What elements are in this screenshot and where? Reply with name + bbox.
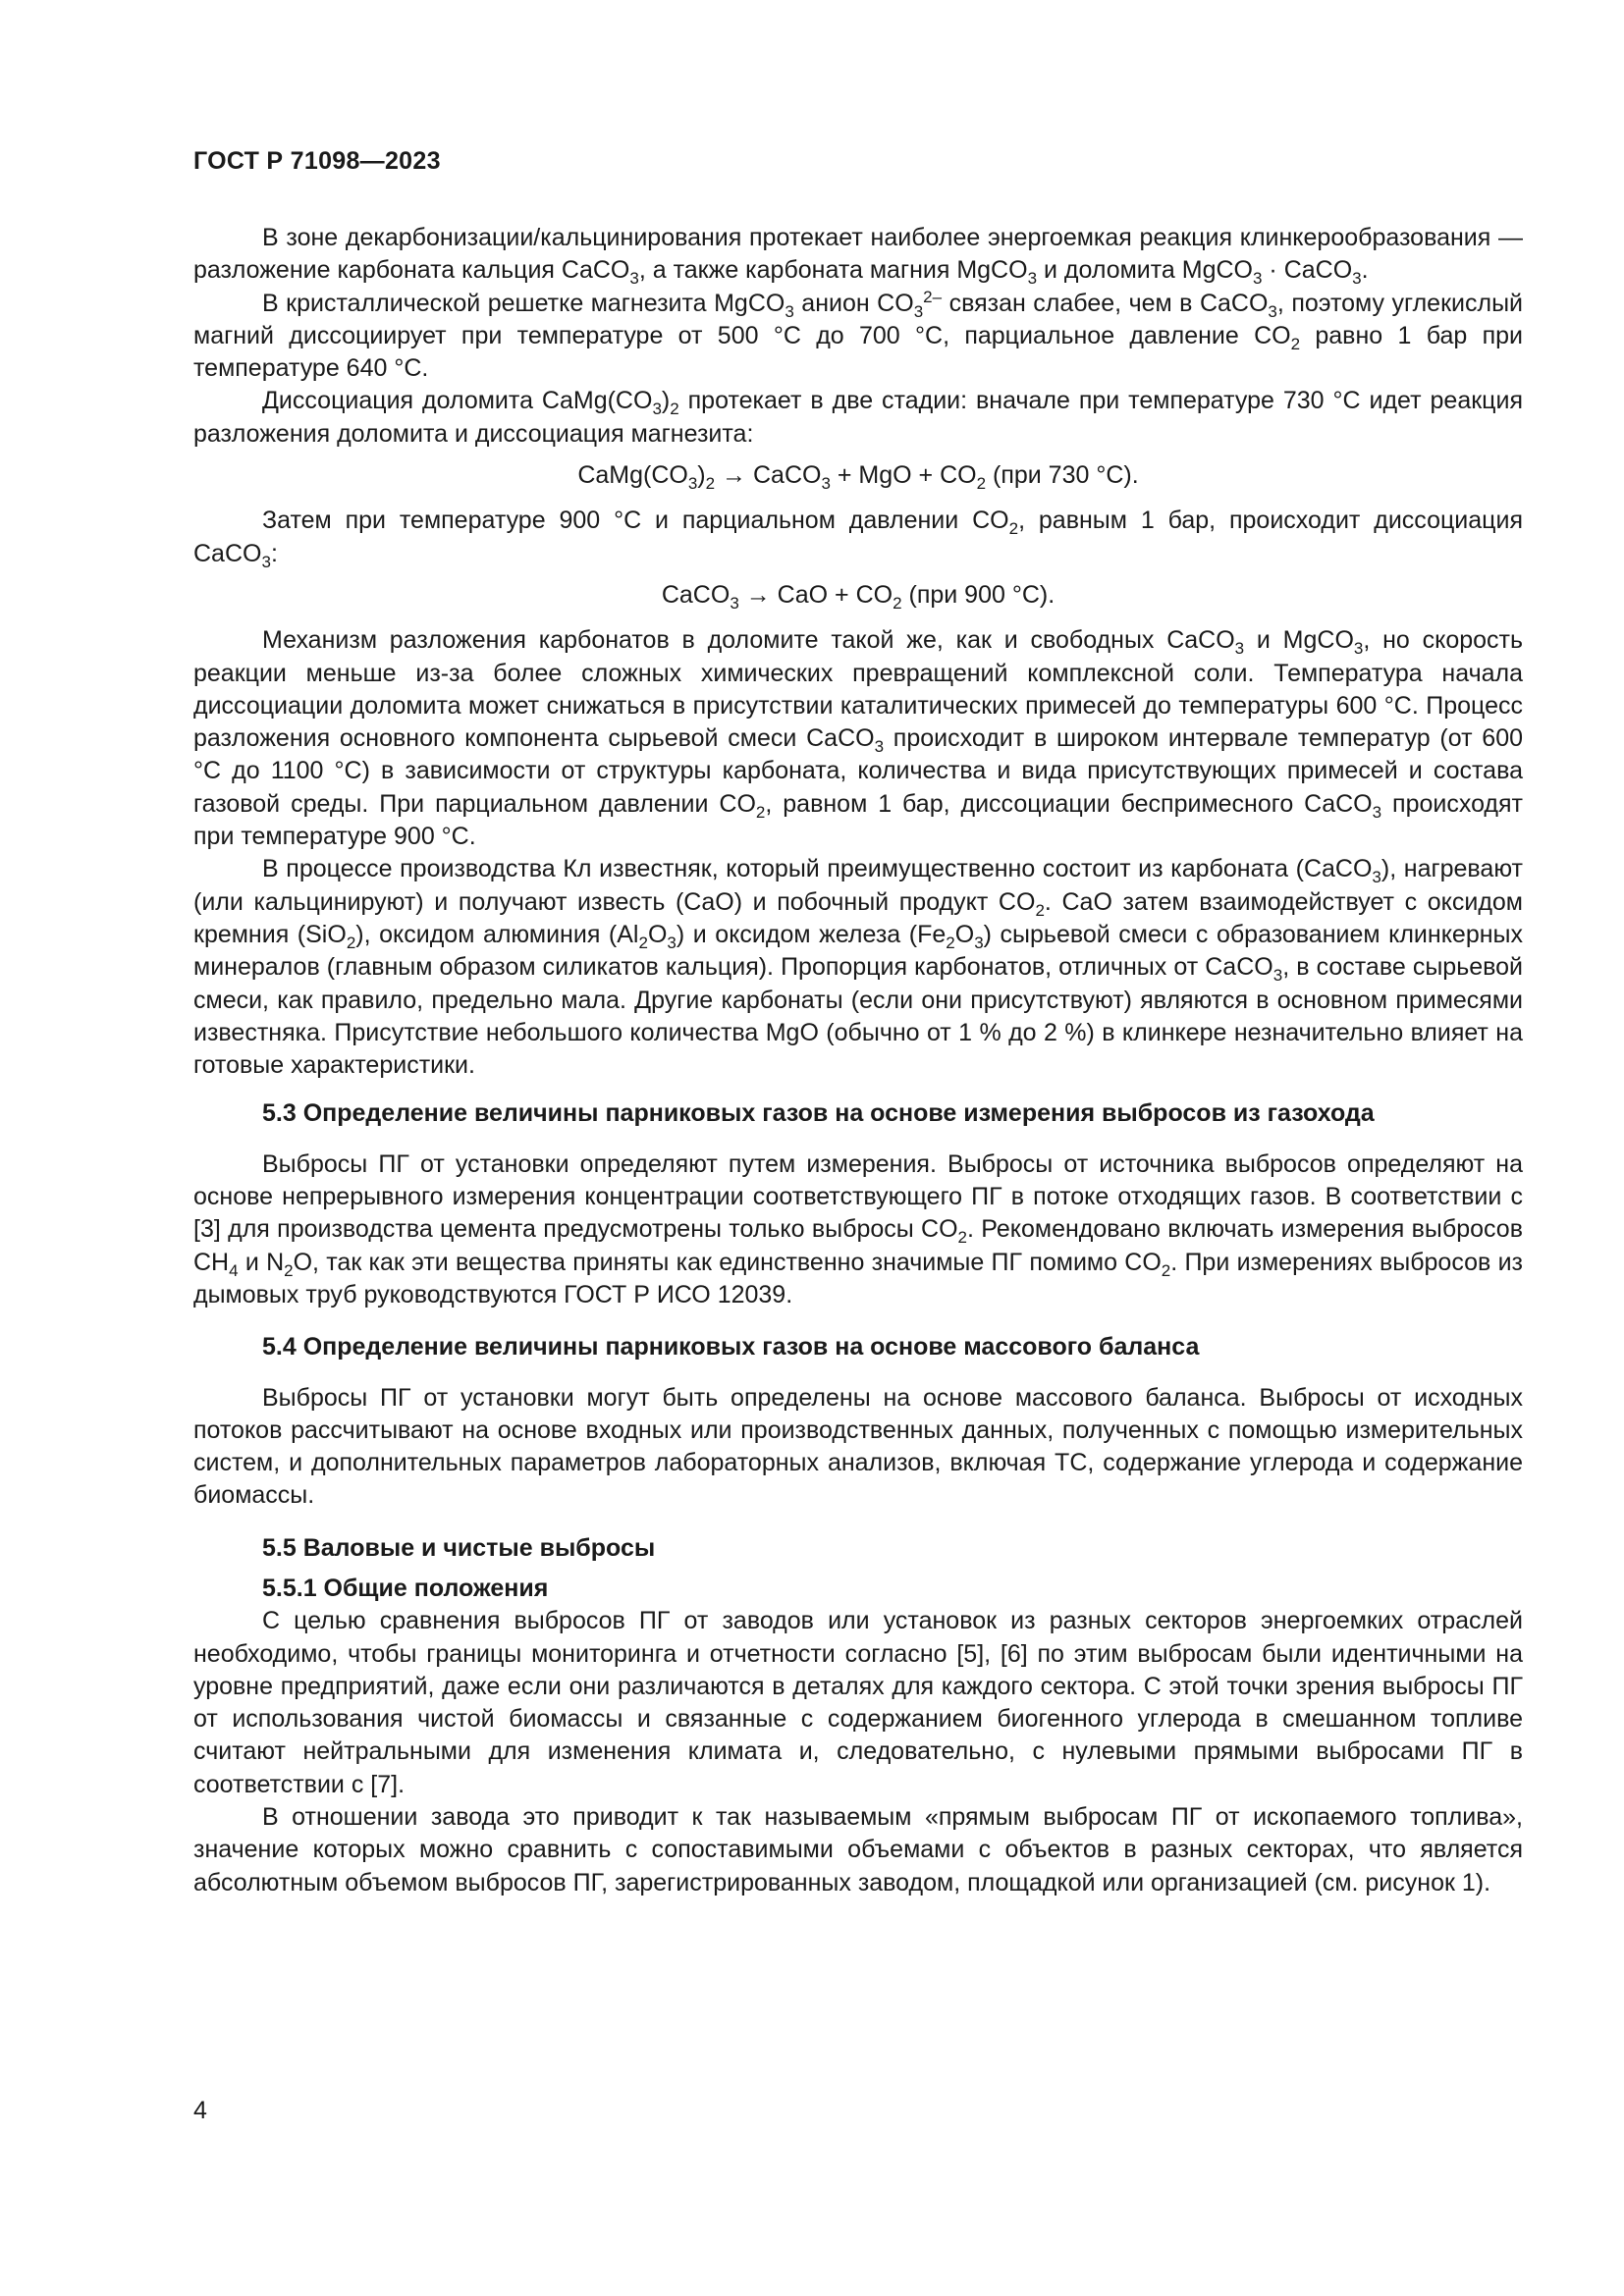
paragraph: Диссоциация доломита $CaMg(CO_3)_2$ протекает в две стадии: вначале при температуре 730 °С идет реакция разложения доломита и диссоциация магнезита: [193,387,1523,448]
section-heading-5-3: 5.3 Определение величины парниковых газов на основе измерения выбросов из газохода [262,1099,1375,1128]
page-body [193,222,1523,1899]
page-number: 4 [193,2097,207,2124]
paragraph: Затем при температуре 900 °С и парциальном давлении $CO_2$, равным 1 бар, происходит диссоциация CaCO$_3$: [193,507,1523,571]
formula: CaCO$_3$ → CaO + $CO_2$ (при 900 °С). [661,580,1056,613]
formula: $CaMg(CO_3)_2$ → CaCO$_3$ + MgO + $CO_2$ (при 730 °С). [577,461,1139,494]
subsection-heading-5-5-1: 5.5.1 Общие положения [262,1574,549,1602]
document-header: ГОСТ Р 71098—2023 [193,147,441,175]
paragraph: В зоне декарбонизации/кальцинирования протекает наиболее энергоемкая реакция клинкерообразования — разложение карбоната кальция CaCO$_3$, а также карбоната магния MgCO$_3$ и доломита MgCO$_3$ · CaCO$_3$. [193,224,1523,289]
paragraph: Механизм разложения карбонатов в доломите такой же, как и свободных CaCO$_3$ и MgCO$_3$, но скорость реакции меньше из-за более сложных химических превращений комплексной соли. Температура начала диссоциации доломита может снижаться в присутствии каталитических примесей до температуры 600 °С. Процесс разложения основного компонента сырьевой смеси CaCO$_3$ происходит в широком интервале температур (от 600 °С до 1100 °С) в зависимости от структуры карбоната, количества и вида присутствующих примесей и состава газовой среды. При парциальном давлении $CO_2$, равном 1 бар, диссоциации беспримесного CaCO$_3$ происходят при температуре 900 °С. [193,626,1524,851]
paragraph: В кристаллической решетке магнезита MgCO$_3$ анион $CO_3^{2-}$ связан слабее, чем в CaCO$_3$, поэтому углекислый магний диссоциирует при температуре от 500 °С до 700 °С, парциальное давление $CO_2$ равно 1 бар при температуре 640 °С. [193,287,1524,383]
section-heading-5-4: 5.4 Определение величины парниковых газов на основе массового баланса [262,1333,1200,1362]
paragraph: Выбросы ПГ от установки могут быть определены на основе массового баланса. Выбросы от исходных потоков рассчитывают на основе входных или производственных данных, полученных с помощью измерительных систем, и дополнительных параметров лабораторных анализов, включая ТС, содержание углерода и содержание биомассы. [193,1383,1523,1510]
paragraph: В отношении завода это приводит к так называемым «прямым выбросам ПГ от ископаемого топлива», значение которых можно сравнить с сопоставимыми объемами с объектов в разных секторах, что является абсолютным объемом выбросов ПГ, зарегистрированных заводом, площадкой или организацией (см. рисунок 1). [193,1803,1523,1896]
paragraph: Выбросы ПГ от установки определяют путем измерения. Выбросы от источника выбросов определяют на основе непрерывного измерения концентрации соответствующего ПГ в потоке отходящих газов. В соответствии с [3] для производства цемента предусмотрены только выбросы $CO_2$. Рекомендовано включать измерения выбросов $CH_4$ и $N_2O$, так как эти вещества приняты как единственно значимые ПГ помимо $CO_2$. При измерениях выбросов из дымовых труб руководствуются ГОСТ Р ИСО 12039. [193,1149,1523,1308]
paragraph: В процессе производства Кл известняк, который преимущественно состоит из карбоната (CaCO$_3$), нагревают (или кальцинируют) и получают известь (CaO) и побочный продукт $CO_2$. CaO затем взаимодействует с оксидом кремния (SiO$_2$), оксидом алюминия $(Al_2O_3)$ и оксидом железа $(Fe_2O_3)$ сырьевой смеси с образованием клинкерных минералов (главным образом силикатов кальция). Пропорция карбонатов, отличных от CaCO$_3$, в составе сырьевой смеси, как правило, предельно мала. Другие карбонаты (если они присутствуют) являются в основном примесями известняка. Присутствие небольшого количества MgO (обычно от 1 % до 2 %) в клинкере незначительно влияет на готовые характеристики. [193,855,1524,1080]
paragraph: С целью сравнения выбросов ПГ от заводов или установок из разных секторов энергоемких отраслей необходимо, чтобы границы мониторинга и отчетности согласно [5], [6] по этим выбросам были идентичными на уровне предприятий, даже если они различаются в деталях для каждого сектора. С этой точки зрения выбросы ПГ от использования чистой биомассы и связанные с содержанием биогенного углерода в смешанном топливе считают нейтральными для изменения климата и, следовательно, с нулевыми прямыми выбросами ПГ в соответствии с [7]. [193,1607,1523,1798]
section-heading-5-5: 5.5 Валовые и чистые выбросы [262,1533,656,1562]
